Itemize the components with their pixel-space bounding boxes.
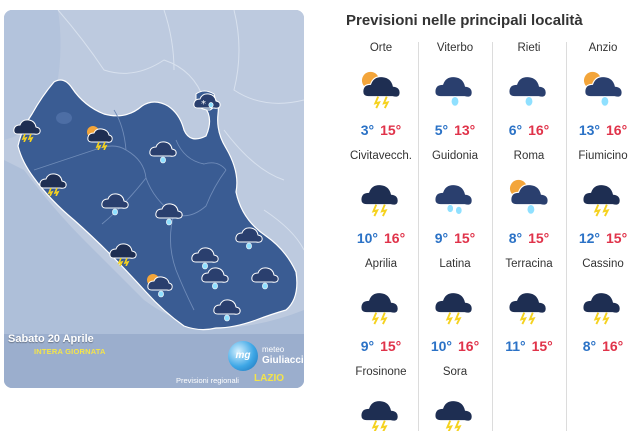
max-temperature: 16° (602, 338, 624, 354)
forecast-date: Sabato 20 Aprile (8, 333, 94, 345)
max-temperature: 15° (531, 338, 553, 354)
rain-cloud-icon (212, 296, 242, 322)
locality-name: Civitavecch. (350, 150, 412, 162)
min-temperature: 5° (434, 122, 449, 138)
locality-forecast-grid (344, 36, 640, 431)
sun-storm-icon (84, 124, 114, 150)
temperature-range (566, 338, 640, 354)
storm-cloud-icon (580, 178, 626, 218)
min-temperature: 9° (434, 230, 449, 246)
min-temperature: 11° (505, 338, 526, 354)
locality-cell (418, 36, 492, 144)
locality-cell (492, 252, 566, 360)
regional-forecast-label: Previsioni regionali (176, 376, 239, 385)
locality-cell (566, 252, 640, 360)
min-temperature: 12° (578, 230, 600, 246)
locality-name: Rieti (517, 42, 541, 54)
storm-cloud-icon (358, 286, 404, 326)
min-temperature: 3° (360, 122, 375, 138)
storm-cloud-icon (12, 116, 42, 142)
temperature-range (418, 122, 492, 138)
temperature-range (492, 338, 566, 354)
storm-cloud-icon (432, 394, 478, 431)
svg-text:*: * (201, 99, 206, 110)
lazio-map (4, 10, 304, 388)
logo-text-line2: Giuliacci (262, 355, 304, 366)
locality-name: Anzio (588, 42, 618, 54)
locality-cell (566, 144, 640, 252)
storm-cloud-icon (580, 286, 626, 326)
locality-cell (344, 36, 418, 144)
locality-cell (344, 144, 418, 252)
min-temperature: 9° (360, 338, 375, 354)
locality-name: Sora (442, 366, 468, 378)
temperature-range (418, 338, 492, 354)
max-temperature: 15° (528, 230, 550, 246)
max-temperature: 15° (380, 338, 402, 354)
locality-cell (566, 36, 640, 144)
rain-cloud-icon (234, 224, 264, 250)
storm-cloud-icon (358, 178, 404, 218)
min-temperature: 13° (578, 122, 600, 138)
locality-name: Latina (439, 258, 471, 270)
locality-name: Cassino (582, 258, 624, 270)
locality-cell (418, 252, 492, 360)
min-temperature: 8° (508, 230, 523, 246)
max-temperature: 16° (606, 122, 628, 138)
temperature-range (344, 122, 418, 138)
meteo-giuliacci-logo (228, 341, 304, 371)
locality-cell (344, 252, 418, 360)
rain-cloud-icon (506, 70, 552, 110)
max-temperature: 15° (454, 230, 476, 246)
temperature-range (492, 122, 566, 138)
locality-name: Frosinone (355, 366, 407, 378)
min-temperature: 6° (508, 122, 523, 138)
locality-cell (344, 360, 418, 431)
heavy-rain-icon (432, 178, 478, 218)
max-temperature: 15° (606, 230, 628, 246)
lake-bolsena (56, 112, 72, 124)
locality-name: Viterbo (436, 42, 474, 54)
storm-cloud-icon (38, 170, 68, 196)
temperature-range (492, 230, 566, 246)
locality-name: Roma (513, 150, 545, 162)
locality-name: Aprilia (365, 258, 397, 270)
snow-cloud-icon (192, 90, 222, 116)
rain-cloud-icon (432, 70, 478, 110)
logo-text-line1: meteo (262, 345, 285, 354)
temperature-range (344, 230, 418, 246)
min-temperature: 8° (582, 338, 597, 354)
max-temperature: 16° (528, 122, 550, 138)
forecast-period: INTERA GIORNATA (34, 347, 106, 356)
locality-name: Fiumicino (578, 150, 628, 162)
max-temperature: 16° (384, 230, 406, 246)
temperature-range (566, 230, 640, 246)
locality-cell (418, 360, 492, 431)
region-map-card (4, 10, 304, 388)
temperature-range (344, 338, 418, 354)
rain-cloud-icon (200, 264, 230, 290)
forecast-title: Previsioni nelle principali località (346, 12, 583, 29)
sun-rain-icon (580, 70, 626, 110)
storm-cloud-icon (506, 286, 552, 326)
min-temperature: 10° (430, 338, 452, 354)
rain-cloud-icon (148, 138, 178, 164)
storm-cloud-icon (108, 240, 138, 266)
locality-cell (492, 36, 566, 144)
storm-cloud-icon (432, 286, 478, 326)
rain-cloud-icon (154, 200, 184, 226)
logo-badge: mg (228, 341, 258, 371)
sun-rain-icon (144, 272, 174, 298)
min-temperature: 10° (356, 230, 378, 246)
locality-cell (418, 144, 492, 252)
max-temperature: 16° (458, 338, 480, 354)
temperature-range (566, 122, 640, 138)
region-name: LAZIO (254, 373, 284, 384)
rain-cloud-icon (100, 190, 130, 216)
rain-cloud-icon (250, 264, 280, 290)
sun-rain-icon (506, 178, 552, 218)
max-temperature: 13° (454, 122, 476, 138)
locality-name: Orte (369, 42, 393, 54)
sun-storm-icon (358, 70, 404, 110)
locality-name: Guidonia (431, 150, 479, 162)
max-temperature: 15° (380, 122, 402, 138)
locality-name: Terracina (505, 258, 553, 270)
storm-cloud-icon (358, 394, 404, 431)
locality-cell (492, 144, 566, 252)
temperature-range (418, 230, 492, 246)
